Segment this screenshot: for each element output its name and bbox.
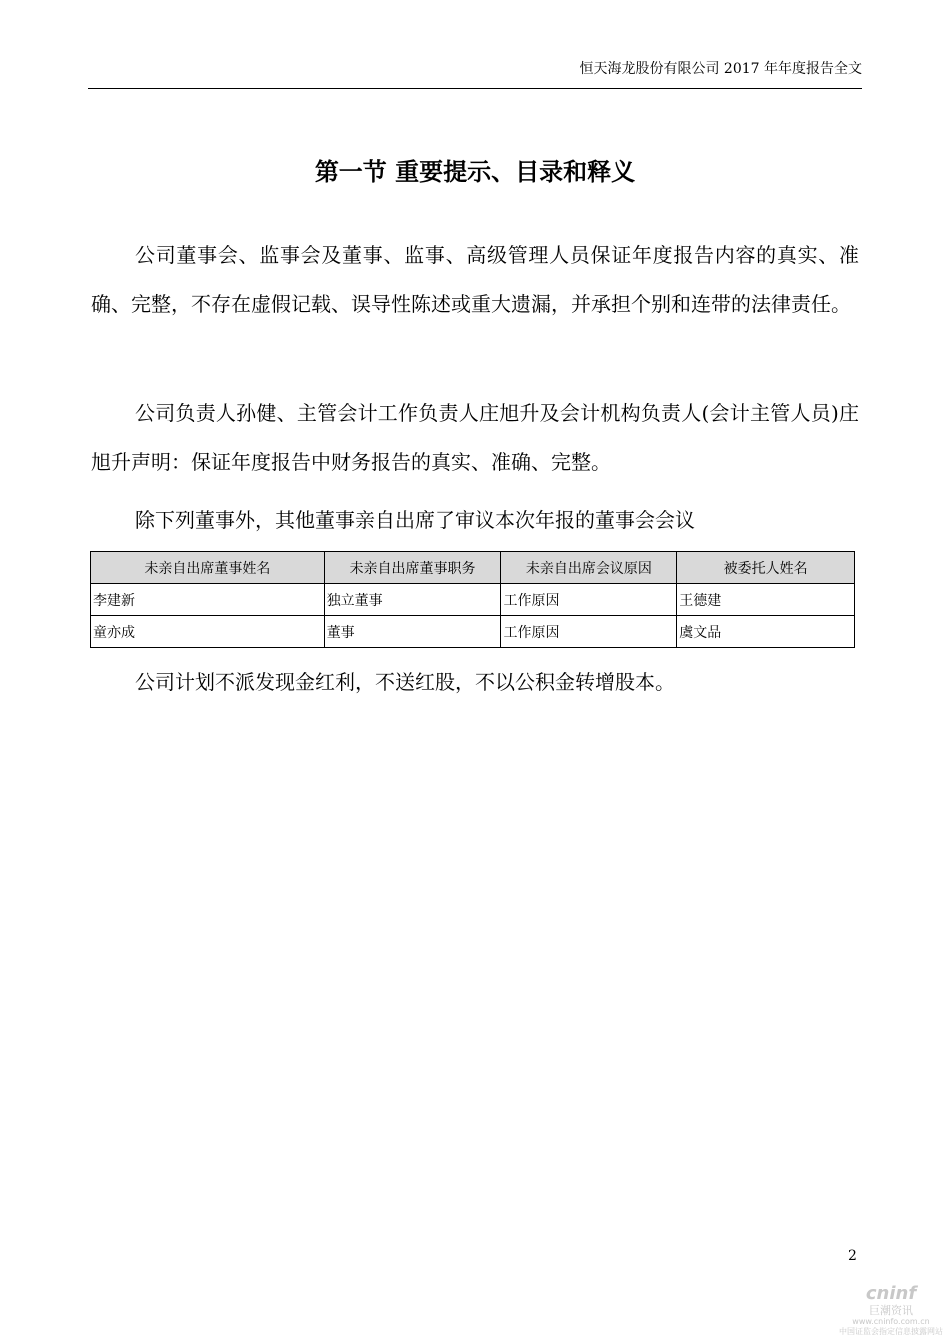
header-director-name: 未亲自出席董事姓名 [91,552,325,584]
absent-directors-table [90,551,855,648]
cninfo-tagline: 中国证监会指定信息披露网站 [839,1327,943,1336]
table-cell: 童亦成 [91,616,325,648]
header-director-position: 未亲自出席董事职务 [324,552,501,584]
header-proxy-name: 被委托人姓名 [677,552,855,584]
table-row [91,584,855,616]
financial-statement-declaration: 公司负责人孙健、主管会计工作负责人庄旭升及会计机构负责人(会计主管人员)庄旭升声明：保证年度报告中财务报告的真实、准确、完整。 [91,401,859,474]
header-rule [88,88,862,89]
table-cell: 李建新 [91,584,325,616]
table-cell: 董事 [324,616,501,648]
cninfo-watermark-logo [836,1284,946,1340]
cninfo-cn-name: 巨潮资讯 [869,1304,913,1317]
table-header-row [91,552,855,584]
responsibility-statement: 公司董事会、监事会及董事、监事、高级管理人员保证年度报告内容的真实、准确、完整，不存在虚假记载、误导性陈述或重大遗漏，并承担个别和连带的法律责任。 [91,243,859,316]
page-number: 2 [848,1248,857,1264]
header-absence-reason: 未亲自出席会议原因 [501,552,677,584]
table-cell: 工作原因 [501,584,677,616]
table-cell: 王德建 [677,584,855,616]
section-title: 第一节 重要提示、目录和释义 [314,157,636,186]
table-cell: 虞文品 [677,616,855,648]
dividend-plan: 公司计划不派发现金红利，不送红股，不以公积金转增股本。 [135,670,675,694]
table-cell: 独立董事 [324,584,501,616]
cninfo-brand: cninf [865,1283,917,1304]
cninfo-url: www.cninfo.com.cn [852,1317,930,1326]
running-header: 恒天海龙股份有限公司 2017 年年度报告全文 [579,61,862,77]
table-cell: 工作原因 [501,616,677,648]
table-row [91,616,855,648]
absent-directors-intro: 除下列董事外，其他董事亲自出席了审议本次年报的董事会会议 [135,508,695,532]
